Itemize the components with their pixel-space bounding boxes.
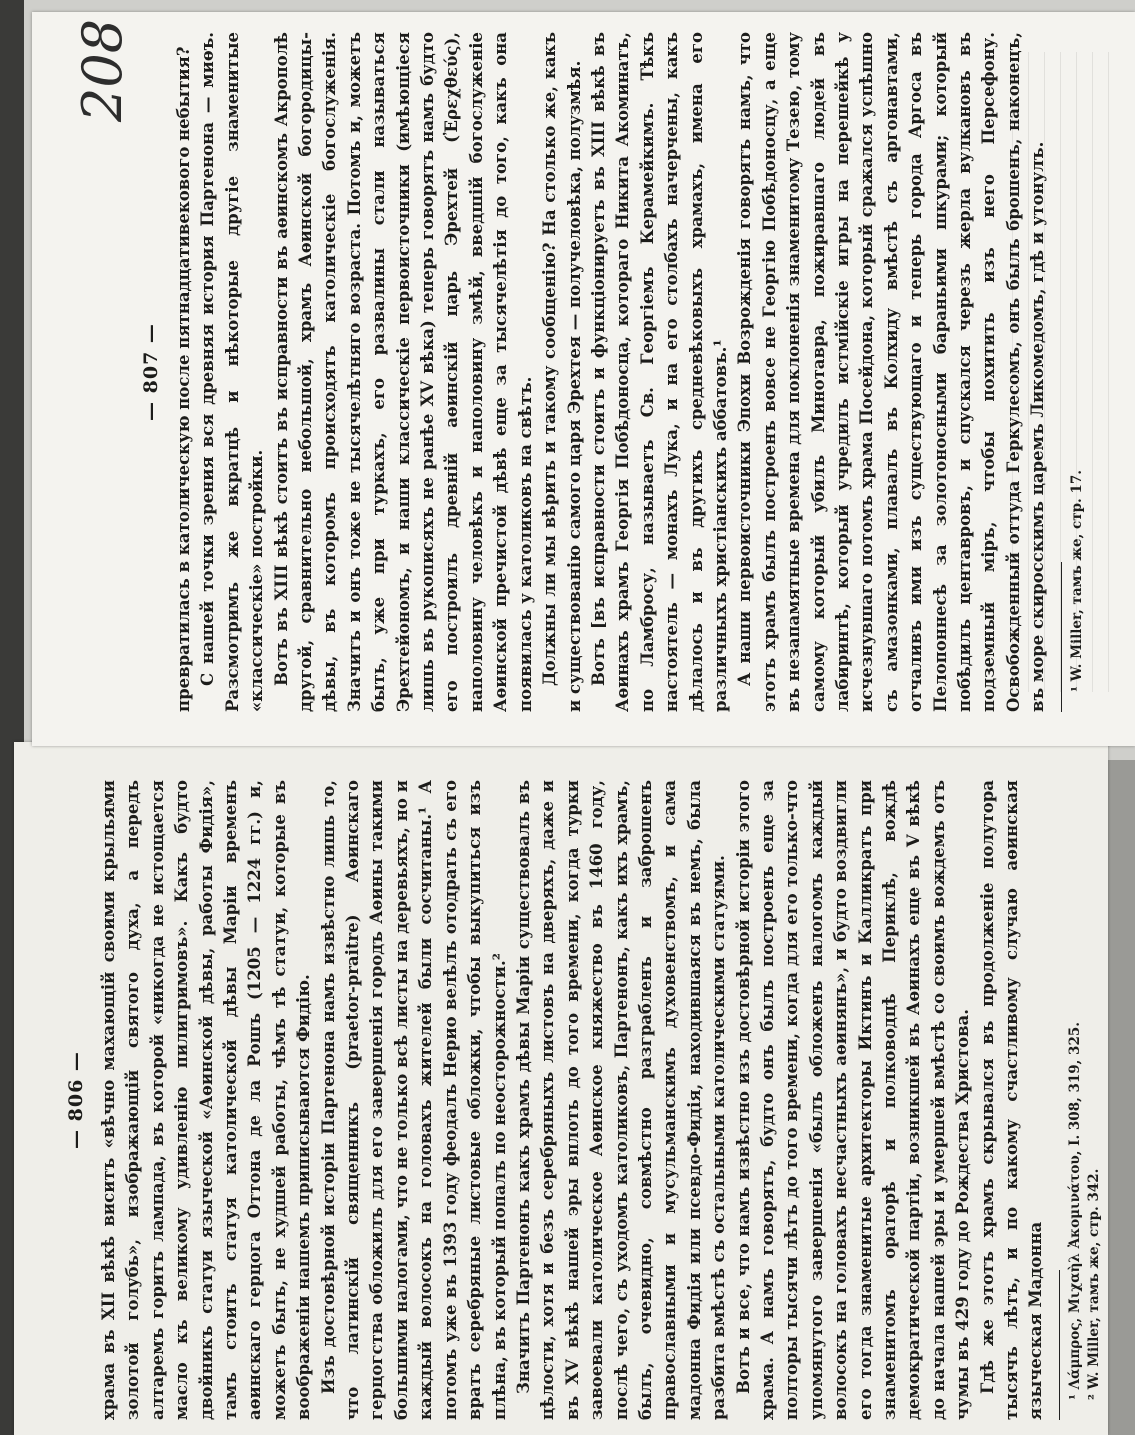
paragraph: Вотъ въ XIII вѣкѣ стоитъ въ исправности въ аѳинскомъ Акрополѣ другой, сравнительно небольшой, храмъ Аѳинской богородицы-дѣвы, въ которомъ происходятъ католическіе богослуженія. Значитъ и онъ тоже не тысячелѣтняго возраста. Потомъ и, можетъ быть, уже при туркахъ, его развалины стали называться Эрехтейономъ, и наши классическіе первоисточники (имѣющіеся лишь въ рукописяхъ не ранѣе XV вѣка) теперь говорятъ намъ будто его построилъ древній аѳинскій царь Эрехтей (Ἐρεχθεύς), наполовину человѣкъ и наполовину змѣй, введшій богослуженіе Аѳинской пречистой дѣвѣ еще за тысячелѣтія до того, какъ она появилась у католиковъ на свѣтъ. [271, 32, 535, 712]
paragraph: превратилась в католическую после пятнадцативекового небытия? [174, 46, 193, 712]
page-807 [140, 32, 1085, 712]
paragraph: Значитъ Партенонъ какъ храмъ дѣвы Маріи существовалъ въ цѣлости, хотя и безъ серебряныхъ листовъ на дверяхъ, даже и въ XV вѣкѣ нашей эры вплоть до того времени, когда турки завоевали католическое Аѳинское княжество въ 1460 году, послѣ чего, съ уходомъ католиковъ, Партенонъ, какъ ихъ храмъ, былъ, очевидно, совмѣстно разграбленъ и заброшенъ православными и мусульманскимъ духовенствомъ, и сама мадонна Фидія или псевдо-Фидія, находившаяся въ немъ, была разбита вмѣстѣ съ остальными католическими статуями. [513, 780, 729, 1420]
paragraph: С нашей точки зрения вся древняя история Партенона — миѳъ. Разсмотримъ же вкратцѣ и нѣкоторые другіе знаменитые «классическіе» постройки. [198, 32, 267, 712]
paragraph: Изъ достовѣрной исторіи Партенона намъ извѣстно лишь то, что латинскій священникъ (praetor-praitre) Аѳинскаго герцогства обложилъ для его завершенія городъ Аѳины такими большими налогами, что не только всѣ листы на деревьяхъ, но и каждый волосокъ на головахъ жителей были сосчитаны.¹ А потомъ уже въ 1393 году феодалъ Нерио велѣлъ отодрать съ его вратъ серебряные листовые обложки, чтобы выкупиться изъ плѣна, въ который попалъ по неосторожности.² [318, 780, 509, 1420]
paragraph: Гдѣ же этотъ храмъ скрывался въ продолженіе полутора тысячъ лѣтъ, и по какому счастливому случаю аѳинская языческая Мадонна [977, 780, 1046, 1420]
footnote-rule [1059, 1270, 1060, 1420]
paragraph: Вотъ и все, что намъ извѣстно изъ достовѣрной исторіи этого храма. А намъ говорятъ, будто онъ былъ построенъ еще за полторы тысячи лѣтъ до того времени, когда для его только-что упомянутого завершенія «былъ обложенъ налогомъ каждый волосокъ на головахъ несчастныхъ аѳинянъ», и будто воздвигли его тогда знаменитые архитекторы Иктинъ и Калликратъ при знаменитомъ ораторѣ и полководцѣ Периклѣ, вождѣ демократической партіи, возникшей въ Аѳинахъ еще въ V вѣкѣ до начала нашей эры и умершей вмѣстѣ со своимъ вождемъ отъ чумы въ 429 году до Рождества Христова. [733, 780, 973, 1420]
handwritten-page-mark: 208 [71, 18, 134, 122]
paragraph: Должны ли мы вѣрить и такому сообщенію? На столько же, какъ и существованію самого царя Эрехтея — получеловѣка, полузмѣя. [540, 32, 584, 712]
paragraph: А наши первоисточники Эпохи Возрожденія говорятъ намъ, что этотъ храмъ былъ построенъ вовсе не Георгію Побѣдоносцу, а еще въ незапамятные времена для поклоненія знаменитому Тезею, тому самому который убилъ Минотавра, пожиравшаго людей въ лабиринтѣ, который учредилъ истмійскіе игры на перешейкѣ у исчезнувшаго потомъ храма Посейдона, который сражался успѣшно съ амазонками, плавалъ въ Колхиду вмѣстѣ съ аргонавтами, отчаливъ ими изъ существующаго и теперь города Аргоса въ Пелопоннесѣ за золотоносными бараньими шкурами; который побѣдилъ центавровъ, и спускался черезъ жерла вулкановъ въ подземный міръ, чтобы похитить изъ него Персефону. Освобожденный оттуда Геркулесомъ, онъ былъ брошенъ, наконецъ, въ море скиросскимъ царемъ Ликомедомъ, гдѣ и утонулъ. [735, 32, 1048, 712]
paragraph: Вотъ [въ исправности стоитъ и функціонируетъ въ XIII вѣкѣ въ Аѳинахъ храмъ Георгія Побѣдоносца, котораго Никита Акоминатъ, по Ламбросу, называетъ Св. Георгіемъ Керамейкимъ. Тѣкъ настоятель — монахъ Лука, и на его столбахъ начерчены, какъ дѣлалось и въ другихъ средневѣковыхъ храмахъ, имена его различныхъ христіанскихъ аббатовъ.¹ [588, 32, 730, 712]
page-806 [65, 780, 1102, 1420]
footnote: ² W. Miller, тамъ же, стр. 342. [1085, 1168, 1102, 1400]
footnote: ¹ Λάμπρος, Μιχαὴλ Ἀκομινάτου, I. 308, 319, 325. [1066, 1022, 1083, 1400]
page-number: — 807 — [140, 323, 162, 421]
paragraph: храма въ XII вѣкѣ виситъ «вѣчно махающій своими крыльями золотой голубь», изображающій святого духа, а передъ алтаремъ горитъ лампада, въ которой «никогда не истощается масло къ великому удивленію пилигримовъ». Какъ будто двойникъ статуи языческой «Аѳинской дѣвы, работы Фидія», тамъ стоитъ статуя католической дѣвы Маріи временъ аѳинскаго герцога Оттона де ла Рошъ (1205 — 1224 гг.) и, можетъ быть, не худшей работы, чѣмъ тѣ статуи, которые въ воображеніи нашемъ приписываются Фидію. [99, 780, 314, 1420]
footnote: ¹ W. Miller, тамъ же, стр. 17. [1068, 470, 1085, 692]
page-number: — 806 — [65, 1051, 87, 1149]
page-edge-strip [1108, 760, 1135, 1435]
footnote-rule [1061, 562, 1062, 712]
